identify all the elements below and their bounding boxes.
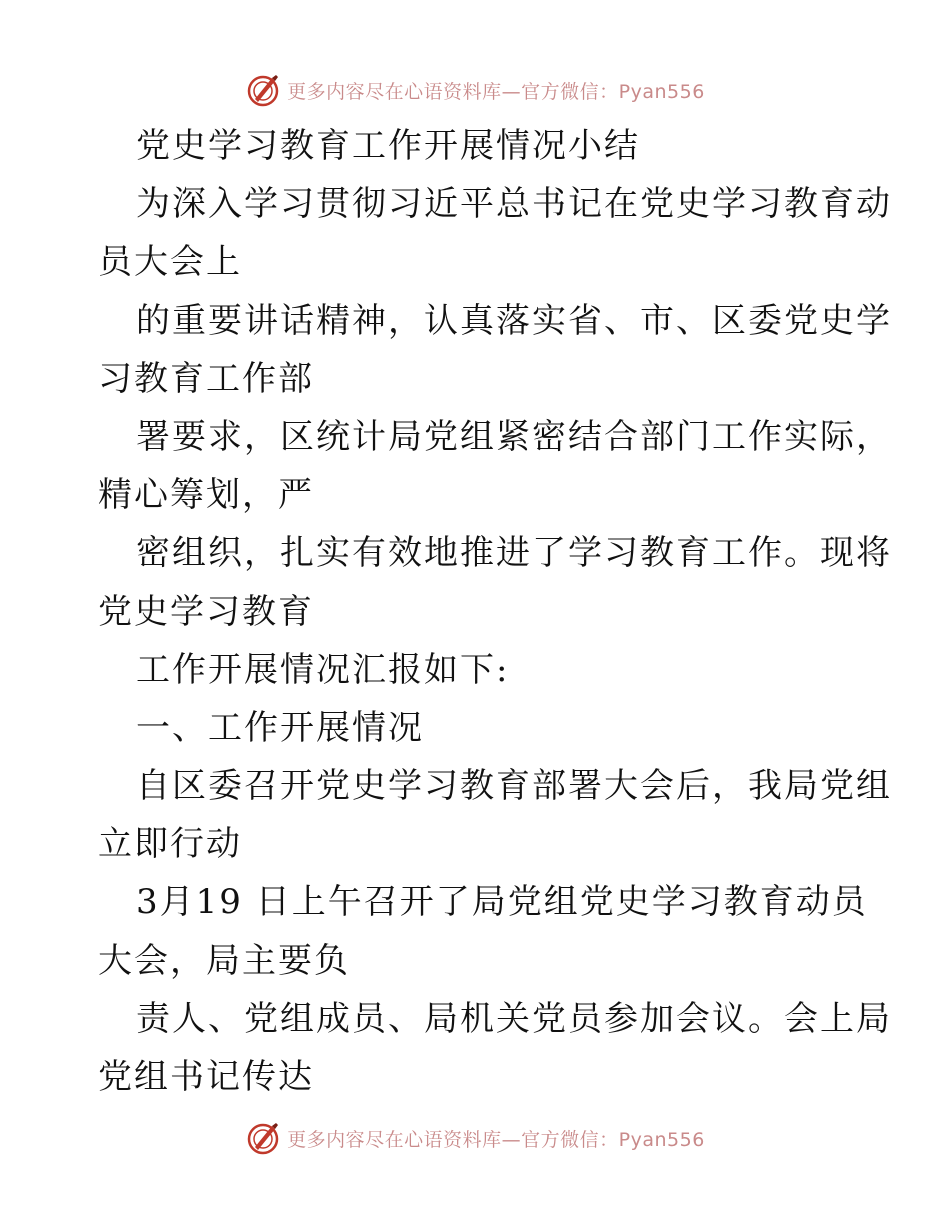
paragraph-line: 3月19 日上午召开了局党组党史学习教育动员 <box>136 882 868 923</box>
header-watermark <box>0 70 950 110</box>
document-body <box>98 117 892 1106</box>
paragraph-line: 一、工作开展情况 <box>136 707 424 748</box>
paragraph-line: 的重要讲话精神，认真落实省、市、区委党史学 <box>136 300 892 341</box>
paragraph-line: 为深入学习贯彻习近平总书记在党史学习教育动 <box>136 184 892 225</box>
footer-watermark <box>0 1118 950 1158</box>
paragraph-line: 大会，局主要负 <box>98 940 350 981</box>
paragraph-line: 责人、党组成员、局机关党员参加会议。会上局 <box>136 998 892 1039</box>
paragraph-line: 自区委召开党史学习教育部署大会后，我局党组 <box>136 766 892 807</box>
paragraph-line: 习教育工作部 <box>98 358 314 399</box>
brand-logo-icon <box>245 72 281 108</box>
paragraph-line: 党史学习教育 <box>98 591 314 632</box>
watermark-text: 更多内容尽在心语资料库—官方微信：Pyan556 <box>287 1128 705 1151</box>
paragraph-line: 署要求，区统计局党组紧密结合部门工作实际， <box>136 416 892 457</box>
paragraph-line: 立即行动 <box>98 824 242 865</box>
paragraph-line: 精心筹划，严 <box>98 475 314 516</box>
document-title: 党史学习教育工作开展情况小结 <box>136 126 640 166</box>
paragraph-line: 党组书记传达 <box>98 1057 314 1097</box>
paragraph-line: 员大会上 <box>98 242 242 283</box>
watermark-text: 更多内容尽在心语资料库—官方微信：Pyan556 <box>287 80 705 103</box>
paragraph-line: 密组织，扎实有效地推进了学习教育工作。现将 <box>136 533 892 574</box>
brand-logo-icon <box>245 1120 281 1156</box>
paragraph-line: 工作开展情况汇报如下: <box>136 649 510 690</box>
